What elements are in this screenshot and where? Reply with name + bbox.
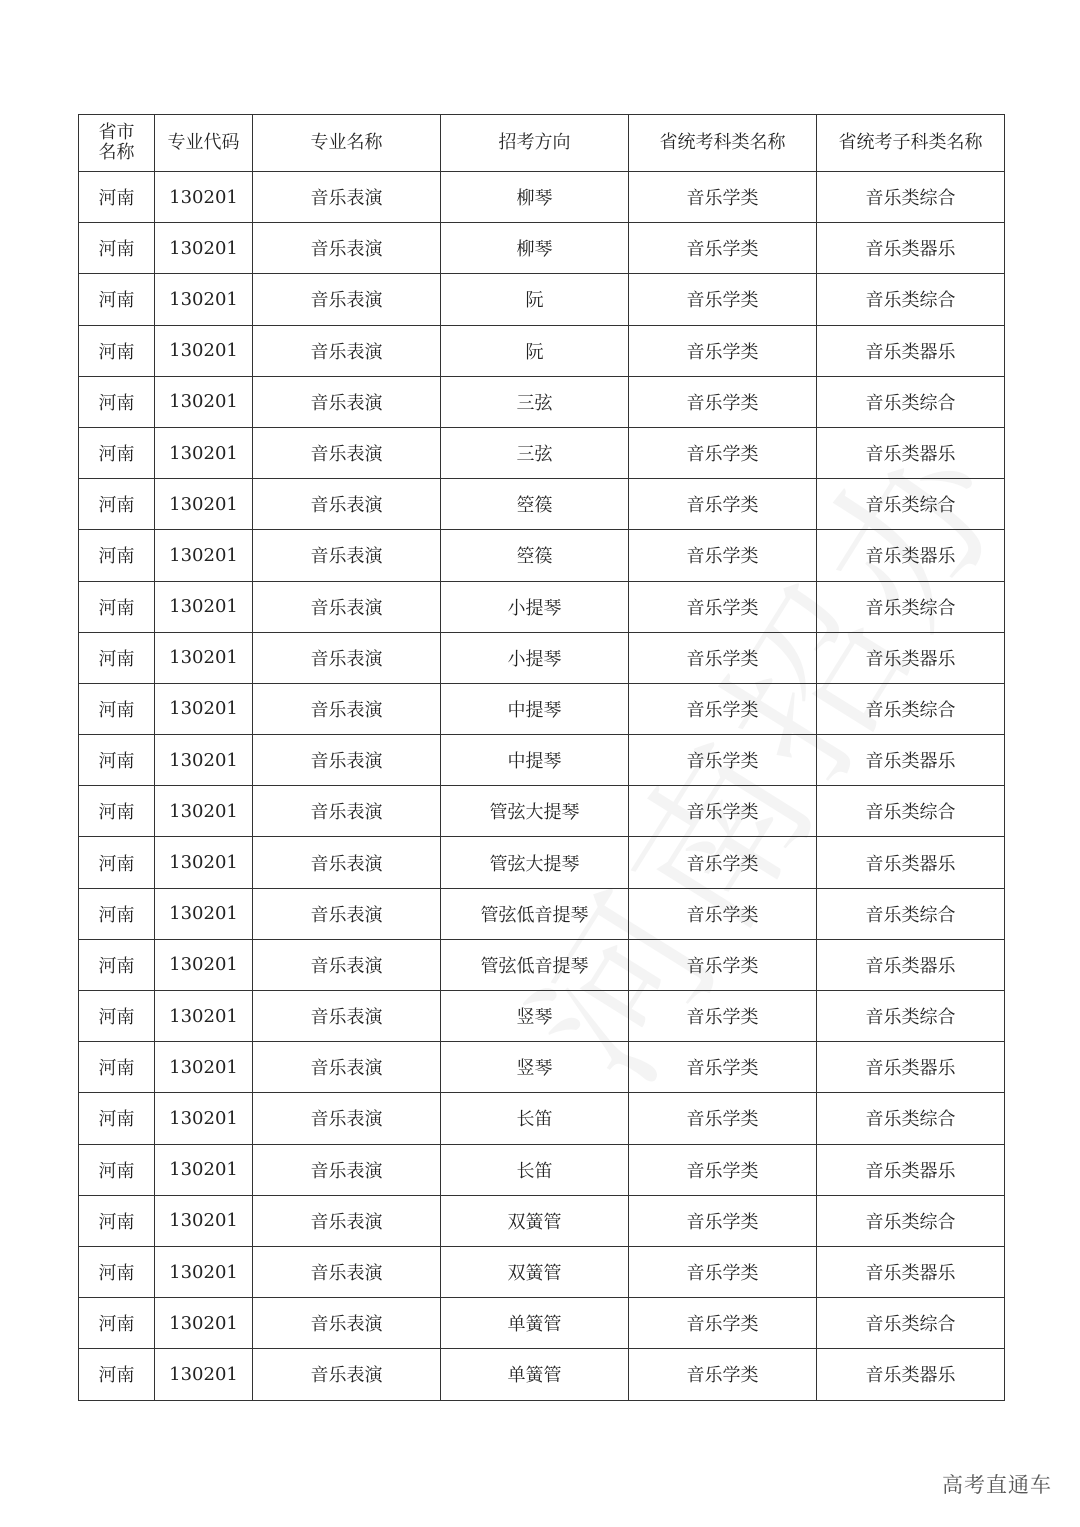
cell-direction: 三弦 <box>441 427 629 478</box>
cell-major-name: 音乐表演 <box>253 479 441 530</box>
table-row <box>79 376 1005 427</box>
cell-major-name: 音乐表演 <box>253 427 441 478</box>
cell-province: 河南 <box>79 530 155 581</box>
cell-category: 音乐学类 <box>629 683 817 734</box>
cell-province: 河南 <box>79 632 155 683</box>
table-row <box>79 1349 1005 1400</box>
cell-major-code: 130201 <box>155 991 253 1042</box>
cell-category: 音乐学类 <box>629 530 817 581</box>
cell-subcategory: 音乐类综合 <box>817 172 1005 223</box>
header-direction: 招考方向 <box>441 115 629 172</box>
cell-direction: 柳琴 <box>441 223 629 274</box>
cell-major-name: 音乐表演 <box>253 735 441 786</box>
cell-major-code: 130201 <box>155 1195 253 1246</box>
cell-subcategory: 音乐类器乐 <box>817 530 1005 581</box>
cell-category: 音乐学类 <box>629 427 817 478</box>
cell-direction: 竖琴 <box>441 991 629 1042</box>
cell-major-code: 130201 <box>155 888 253 939</box>
cell-direction: 长笛 <box>441 1144 629 1195</box>
cell-direction: 管弦低音提琴 <box>441 939 629 990</box>
table-row <box>79 1195 1005 1246</box>
cell-category: 音乐学类 <box>629 1195 817 1246</box>
cell-category: 音乐学类 <box>629 376 817 427</box>
footer-source: 高考直通车 <box>942 1473 1052 1497</box>
table-row <box>79 683 1005 734</box>
header-province-line2: 名称 <box>98 142 135 163</box>
cell-major-name: 音乐表演 <box>253 223 441 274</box>
cell-major-code: 130201 <box>155 735 253 786</box>
cell-direction: 管弦大提琴 <box>441 837 629 888</box>
cell-major-name: 音乐表演 <box>253 581 441 632</box>
cell-category: 音乐学类 <box>629 735 817 786</box>
cell-major-code: 130201 <box>155 479 253 530</box>
cell-major-code: 130201 <box>155 1042 253 1093</box>
cell-direction: 箜篌 <box>441 530 629 581</box>
cell-major-code: 130201 <box>155 1144 253 1195</box>
table-row <box>79 1093 1005 1144</box>
cell-province: 河南 <box>79 939 155 990</box>
cell-major-code: 130201 <box>155 939 253 990</box>
admission-table-container <box>78 114 1004 1401</box>
cell-direction: 管弦低音提琴 <box>441 888 629 939</box>
cell-province: 河南 <box>79 1042 155 1093</box>
cell-subcategory: 音乐类器乐 <box>817 632 1005 683</box>
cell-province: 河南 <box>79 427 155 478</box>
cell-province: 河南 <box>79 1195 155 1246</box>
header-province <box>79 115 155 172</box>
cell-category: 音乐学类 <box>629 837 817 888</box>
cell-province: 河南 <box>79 786 155 837</box>
table-row <box>79 172 1005 223</box>
table-row <box>79 837 1005 888</box>
cell-subcategory: 音乐类器乐 <box>817 735 1005 786</box>
cell-major-name: 音乐表演 <box>253 274 441 325</box>
table-row <box>79 223 1005 274</box>
cell-subcategory: 音乐类综合 <box>817 1093 1005 1144</box>
cell-direction: 柳琴 <box>441 172 629 223</box>
cell-direction: 箜篌 <box>441 479 629 530</box>
header-subcategory: 省统考子科类名称 <box>817 115 1005 172</box>
table-row <box>79 581 1005 632</box>
cell-subcategory: 音乐类器乐 <box>817 1246 1005 1297</box>
cell-category: 音乐学类 <box>629 223 817 274</box>
cell-direction: 单簧管 <box>441 1349 629 1400</box>
table-row <box>79 1298 1005 1349</box>
cell-major-name: 音乐表演 <box>253 1195 441 1246</box>
cell-subcategory: 音乐类器乐 <box>817 1042 1005 1093</box>
header-province-line1: 省市 <box>98 122 135 143</box>
cell-major-name: 音乐表演 <box>253 172 441 223</box>
cell-major-code: 130201 <box>155 683 253 734</box>
cell-direction: 阮 <box>441 274 629 325</box>
cell-category: 音乐学类 <box>629 1042 817 1093</box>
table-row <box>79 530 1005 581</box>
cell-province: 河南 <box>79 1144 155 1195</box>
cell-major-name: 音乐表演 <box>253 939 441 990</box>
cell-province: 河南 <box>79 888 155 939</box>
cell-major-code: 130201 <box>155 1349 253 1400</box>
cell-category: 音乐学类 <box>629 1093 817 1144</box>
table-row <box>79 1246 1005 1297</box>
table-row <box>79 1144 1005 1195</box>
cell-major-name: 音乐表演 <box>253 1042 441 1093</box>
table-row <box>79 632 1005 683</box>
cell-subcategory: 音乐类器乐 <box>817 325 1005 376</box>
cell-province: 河南 <box>79 376 155 427</box>
cell-major-code: 130201 <box>155 786 253 837</box>
table-row <box>79 888 1005 939</box>
admission-table <box>78 114 1005 1401</box>
cell-province: 河南 <box>79 683 155 734</box>
cell-province: 河南 <box>79 1093 155 1144</box>
cell-subcategory: 音乐类器乐 <box>817 939 1005 990</box>
table-row <box>79 274 1005 325</box>
cell-major-name: 音乐表演 <box>253 325 441 376</box>
cell-province: 河南 <box>79 1246 155 1297</box>
table-row <box>79 939 1005 990</box>
cell-subcategory: 音乐类器乐 <box>817 427 1005 478</box>
cell-province: 河南 <box>79 274 155 325</box>
cell-province: 河南 <box>79 735 155 786</box>
header-major-name: 专业名称 <box>253 115 441 172</box>
cell-major-name: 音乐表演 <box>253 530 441 581</box>
cell-direction: 管弦大提琴 <box>441 786 629 837</box>
cell-subcategory: 音乐类器乐 <box>817 837 1005 888</box>
cell-direction: 中提琴 <box>441 683 629 734</box>
cell-major-code: 130201 <box>155 837 253 888</box>
cell-major-name: 音乐表演 <box>253 888 441 939</box>
table-row <box>79 991 1005 1042</box>
table-row <box>79 786 1005 837</box>
cell-province: 河南 <box>79 1298 155 1349</box>
cell-direction: 小提琴 <box>441 632 629 683</box>
cell-major-code: 130201 <box>155 1298 253 1349</box>
cell-subcategory: 音乐类综合 <box>817 1195 1005 1246</box>
header-category: 省统考科类名称 <box>629 115 817 172</box>
cell-category: 音乐学类 <box>629 1246 817 1297</box>
table-row <box>79 325 1005 376</box>
cell-direction: 小提琴 <box>441 581 629 632</box>
cell-major-name: 音乐表演 <box>253 632 441 683</box>
cell-category: 音乐学类 <box>629 1349 817 1400</box>
cell-subcategory: 音乐类器乐 <box>817 223 1005 274</box>
cell-subcategory: 音乐类综合 <box>817 683 1005 734</box>
cell-major-code: 130201 <box>155 632 253 683</box>
table-row <box>79 735 1005 786</box>
table-body <box>79 172 1005 1401</box>
cell-subcategory: 音乐类综合 <box>817 581 1005 632</box>
cell-major-code: 130201 <box>155 530 253 581</box>
cell-direction: 单簧管 <box>441 1298 629 1349</box>
cell-subcategory: 音乐类综合 <box>817 1298 1005 1349</box>
cell-category: 音乐学类 <box>629 1298 817 1349</box>
cell-province: 河南 <box>79 837 155 888</box>
cell-subcategory: 音乐类综合 <box>817 479 1005 530</box>
cell-subcategory: 音乐类综合 <box>817 991 1005 1042</box>
cell-subcategory: 音乐类综合 <box>817 888 1005 939</box>
cell-category: 音乐学类 <box>629 991 817 1042</box>
cell-major-name: 音乐表演 <box>253 1144 441 1195</box>
cell-major-name: 音乐表演 <box>253 1093 441 1144</box>
cell-major-name: 音乐表演 <box>253 1298 441 1349</box>
cell-major-code: 130201 <box>155 1246 253 1297</box>
cell-major-code: 130201 <box>155 376 253 427</box>
cell-subcategory: 音乐类器乐 <box>817 1144 1005 1195</box>
cell-category: 音乐学类 <box>629 172 817 223</box>
cell-category: 音乐学类 <box>629 939 817 990</box>
cell-direction: 双簧管 <box>441 1195 629 1246</box>
cell-province: 河南 <box>79 223 155 274</box>
cell-major-name: 音乐表演 <box>253 837 441 888</box>
cell-direction: 长笛 <box>441 1093 629 1144</box>
cell-province: 河南 <box>79 1349 155 1400</box>
cell-direction: 三弦 <box>441 376 629 427</box>
cell-major-code: 130201 <box>155 274 253 325</box>
cell-major-name: 音乐表演 <box>253 786 441 837</box>
cell-category: 音乐学类 <box>629 1144 817 1195</box>
cell-major-code: 130201 <box>155 172 253 223</box>
cell-subcategory: 音乐类综合 <box>817 786 1005 837</box>
cell-category: 音乐学类 <box>629 786 817 837</box>
cell-province: 河南 <box>79 991 155 1042</box>
cell-province: 河南 <box>79 479 155 530</box>
cell-major-code: 130201 <box>155 1093 253 1144</box>
cell-major-name: 音乐表演 <box>253 683 441 734</box>
cell-subcategory: 音乐类综合 <box>817 376 1005 427</box>
cell-category: 音乐学类 <box>629 888 817 939</box>
table-row <box>79 427 1005 478</box>
cell-province: 河南 <box>79 581 155 632</box>
cell-major-code: 130201 <box>155 581 253 632</box>
cell-major-code: 130201 <box>155 223 253 274</box>
cell-category: 音乐学类 <box>629 274 817 325</box>
cell-major-name: 音乐表演 <box>253 1349 441 1400</box>
cell-direction: 双簧管 <box>441 1246 629 1297</box>
cell-category: 音乐学类 <box>629 581 817 632</box>
cell-subcategory: 音乐类综合 <box>817 274 1005 325</box>
cell-subcategory: 音乐类器乐 <box>817 1349 1005 1400</box>
cell-province: 河南 <box>79 325 155 376</box>
table-row <box>79 479 1005 530</box>
cell-major-code: 130201 <box>155 325 253 376</box>
table-row <box>79 1042 1005 1093</box>
cell-province: 河南 <box>79 172 155 223</box>
header-major-code: 专业代码 <box>155 115 253 172</box>
cell-category: 音乐学类 <box>629 479 817 530</box>
cell-major-code: 130201 <box>155 427 253 478</box>
cell-direction: 中提琴 <box>441 735 629 786</box>
cell-direction: 竖琴 <box>441 1042 629 1093</box>
cell-major-name: 音乐表演 <box>253 1246 441 1297</box>
cell-major-name: 音乐表演 <box>253 991 441 1042</box>
cell-category: 音乐学类 <box>629 632 817 683</box>
cell-major-name: 音乐表演 <box>253 376 441 427</box>
cell-direction: 阮 <box>441 325 629 376</box>
cell-category: 音乐学类 <box>629 325 817 376</box>
table-header-row <box>79 115 1005 172</box>
